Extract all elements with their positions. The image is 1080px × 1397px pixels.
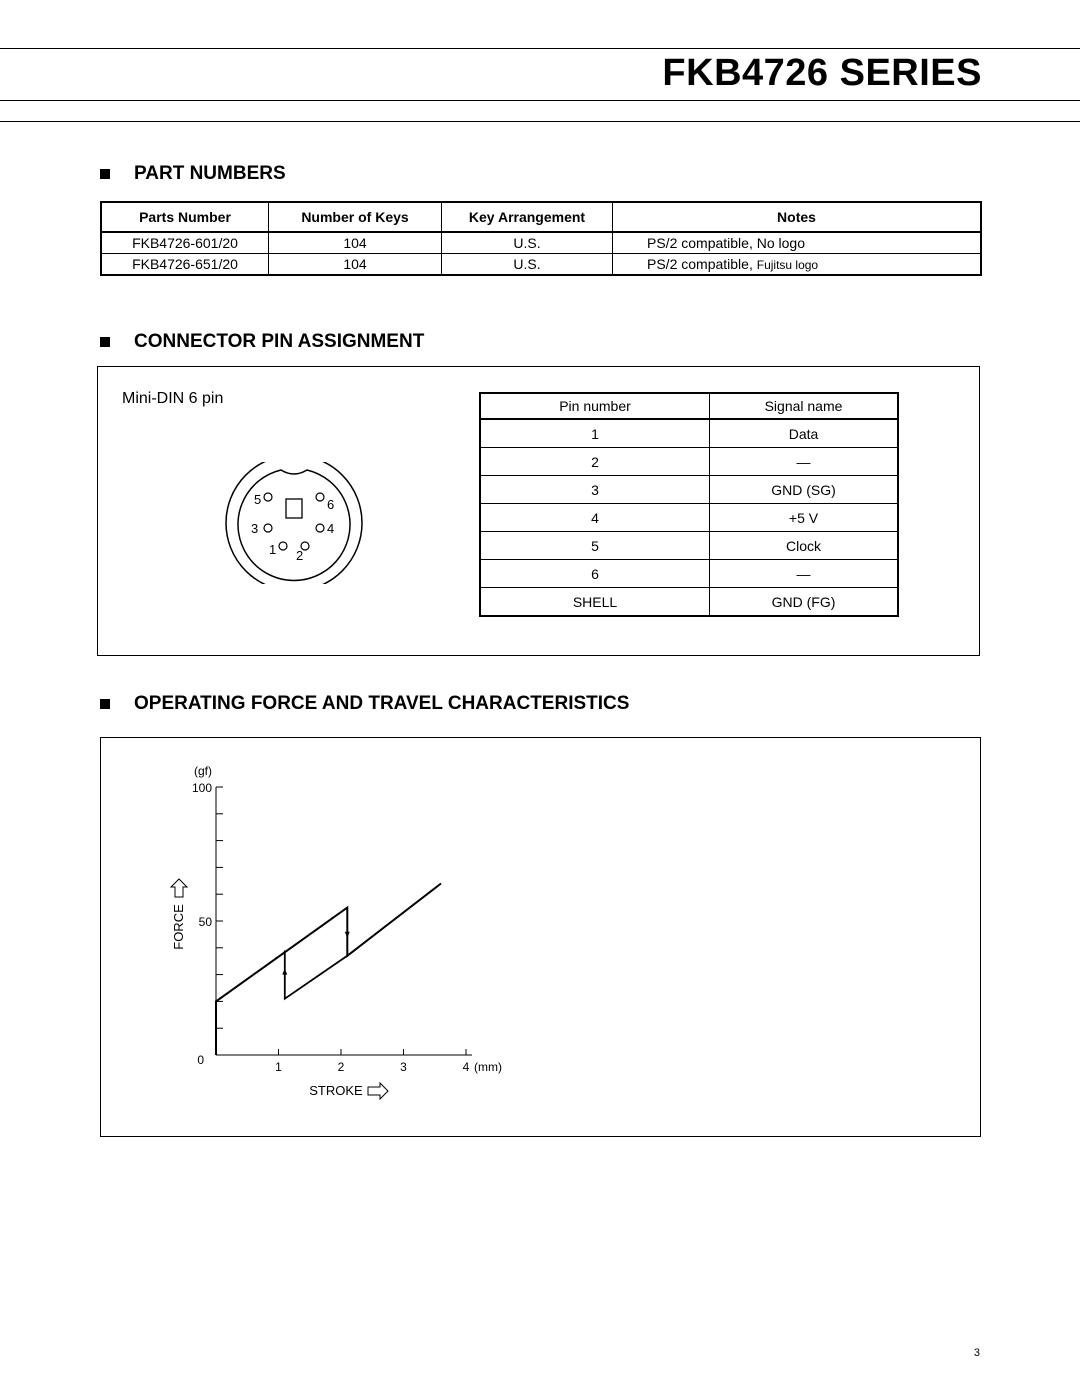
section-part-numbers	[100, 163, 286, 185]
chart-lines	[216, 884, 441, 1056]
pin-5-hole	[264, 493, 272, 501]
table-row	[480, 476, 898, 504]
section-title: CONNECTOR PIN ASSIGNMENT	[134, 331, 425, 352]
connector-outer-ring	[226, 462, 362, 584]
table-row	[480, 588, 898, 617]
notes-cell	[613, 232, 982, 254]
pin-label-4: 4	[327, 521, 335, 536]
signal-cell: —	[710, 560, 899, 588]
notes-text: PS/2 compatible,	[647, 256, 753, 272]
column-header: Key Arrangement	[442, 202, 613, 232]
notes-text: PS/2 compatible, No logo	[647, 235, 805, 251]
pin-6-hole	[316, 493, 324, 501]
table-header-row	[101, 202, 981, 232]
y-tick-label: 0	[197, 1053, 204, 1067]
force-curve-return	[285, 951, 348, 999]
x-tick-label: 2	[337, 1060, 345, 1074]
up-arrow-icon	[171, 879, 187, 897]
notes-logo-text: Fujitsu logo	[756, 258, 819, 272]
pin-label-2: 2	[296, 548, 304, 563]
part-number-cell: FKB4726-601/20	[101, 232, 269, 254]
pin-label-6: 6	[327, 497, 335, 512]
arrangement-cell: U.S.	[442, 232, 613, 254]
section-title: OPERATING FORCE AND TRAVEL CHARACTERISTICS	[134, 693, 630, 714]
down-arrow-icon	[345, 932, 350, 938]
x-tick-label: 1	[275, 1060, 282, 1074]
signal-cell: —	[710, 448, 899, 476]
table-row	[480, 560, 898, 588]
y-tick-label: 100	[191, 781, 212, 795]
square-bullet-icon	[100, 337, 110, 347]
column-header: Notes	[613, 202, 982, 232]
arrangement-cell: U.S.	[442, 254, 613, 276]
pin-assignment-table	[479, 392, 899, 617]
pin-1-hole	[279, 542, 287, 550]
pin-label-3: 3	[251, 521, 259, 536]
pin-cell: 5	[480, 532, 710, 560]
y-tick-label: 50	[198, 915, 212, 929]
column-header: Number of Keys	[269, 202, 442, 232]
table-row	[101, 232, 981, 254]
right-arrow-icon	[368, 1083, 388, 1099]
signal-cell: +5 V	[710, 504, 899, 532]
part-number-cell: FKB4726-651/20	[101, 254, 269, 276]
signal-cell: GND (SG)	[710, 476, 899, 504]
title-underline	[0, 100, 1080, 101]
pin-label-5: 5	[254, 492, 262, 507]
mini-din-connector-diagram	[222, 462, 368, 584]
y-axis-title: FORCE	[171, 904, 186, 950]
pin-cell: 3	[480, 476, 710, 504]
pin-cell: 6	[480, 560, 710, 588]
force-travel-chart	[100, 737, 979, 1135]
x-tick-label: 4	[462, 1060, 470, 1074]
square-bullet-icon	[100, 699, 110, 709]
x-unit-label: (mm)	[474, 1060, 502, 1074]
connector-key	[286, 499, 302, 518]
column-header: Parts Number	[101, 202, 269, 232]
table-row	[101, 254, 981, 276]
table-row	[480, 504, 898, 532]
top-rule	[0, 48, 1080, 49]
square-bullet-icon	[100, 169, 110, 179]
x-axis-title: STROKE	[309, 1083, 363, 1098]
section-connector	[100, 331, 424, 353]
page-title: FKB4726 SERIES	[662, 52, 982, 94]
keys-cell: 104	[269, 232, 442, 254]
x-tick-label: 3	[400, 1060, 407, 1074]
chart-axes	[216, 787, 472, 1055]
signal-cell: Data	[710, 419, 899, 448]
title-underline-2	[0, 121, 1080, 122]
pin-cell: 2	[480, 448, 710, 476]
pin-4-hole	[316, 524, 324, 532]
table-row	[480, 419, 898, 448]
table-row	[480, 448, 898, 476]
table-header-row	[480, 393, 898, 419]
part-numbers-table	[100, 201, 982, 276]
pin-cell: 4	[480, 504, 710, 532]
signal-cell: GND (FG)	[771, 593, 836, 610]
pin-3-hole	[264, 524, 272, 532]
y-unit-label: (gf)	[194, 764, 212, 778]
connector-label: Mini-DIN 6 pin	[122, 390, 224, 407]
column-header: Pin number	[480, 393, 710, 419]
page-number: 3	[973, 1347, 980, 1359]
table-row	[480, 532, 898, 560]
pin-cell: 1	[480, 419, 710, 448]
section-force	[100, 693, 629, 715]
keys-cell: 104	[269, 254, 442, 276]
up-small-arrow-icon	[282, 969, 287, 975]
signal-cell: Clock	[710, 532, 899, 560]
section-title: PART NUMBERS	[134, 163, 286, 184]
notes-cell	[613, 254, 982, 276]
column-header: Signal name	[710, 393, 899, 419]
pin-cell: SHELL	[480, 588, 710, 617]
pin-label-1: 1	[269, 542, 277, 557]
